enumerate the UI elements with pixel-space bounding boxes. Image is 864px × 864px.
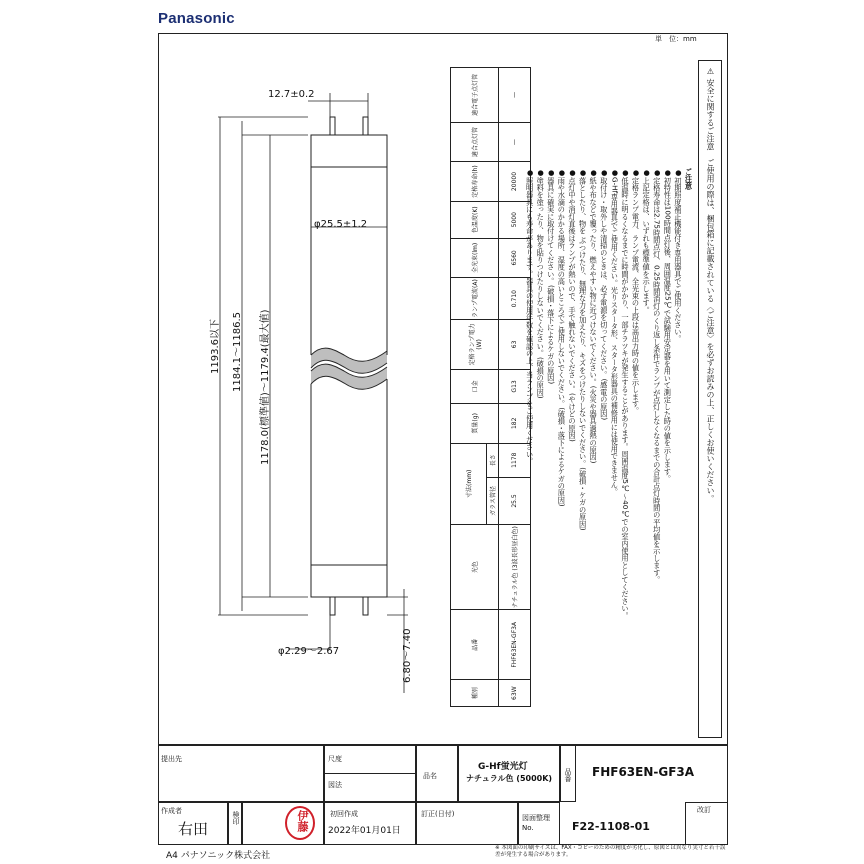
- drawing-no-label: 図面整理No.: [522, 814, 550, 832]
- safety-box: ⚠ 安全に関するご注意 ご使用の際は、梱包箱に記載されている〈ご注意〉を必ずお読みの上、正しくお使いください。: [698, 60, 722, 738]
- lamp-drawing: [158, 33, 458, 745]
- author-name: 右田: [178, 820, 209, 838]
- upper-tube: [311, 167, 387, 355]
- footer-company: A4 パナソニック株式会社: [166, 851, 271, 861]
- scale-label: 尺度: [328, 755, 342, 763]
- drawing-number: F22-1108-01: [572, 820, 650, 833]
- notes-block: ご注意 ●初期照度補正機能付き専用器具でご使用ください。 ●初特性は100時間点灯後、周囲温度25℃で試験用安定器を用いて測定した時の値を示します。 ●定格寿命は2.75時間点灯、0.25時間消灯のくり返し条件でランプが点灯しなくなるまでの合計点灯時間の平均値を示します。 ●上記定格は、いずれも標準値を示します。 ●定格ランプ電力、ランプ電流、全光束の上段は高出力時の値を示します。 ●低温時に明るくなるまでに時間がかかり、一部チラツキが発生することがあります。周囲温度5℃〜40℃での室内使用としてください。 ●G-Hf専用器具でご使用ください。光りスタータ形、スタータ形器具の補修用には使用できません。 ●取付け・取外しや清掃のときは、必ず電源を切ってください。(感電の原因) ●紙や布などで覆ったり、燃えやすい物に近づけないでください。(火災や器具過熱の原因) ●落としたり、物を ぶつけたり、無理な力を加えたり、キズをつけたりしないでください。(破損・ケガの原因) ●点灯中や消灯直後はランプが熱いので、手で触れないでください。(やけどの原因) ●雨や水滴のかかる場所、湿度の高いところでご使用しないでください。(破損・落下によるケガの原因) ●器具に確実に取付けてください。(破損・落下によるケガの原因) ●塗料を塗ったり、物を貼りつけたりしないでください。(破損の原因) ●照明器具にも寿命があります。器具の使用年数を確認の上、当ランプをご使用ください。: [525, 168, 694, 620]
- unit-label: 単 位：mm: [655, 35, 697, 43]
- seal-label: 検印: [232, 811, 240, 825]
- lower-tube: [311, 379, 387, 565]
- dim-tube-diameter: φ25.5±1.2: [314, 219, 368, 230]
- model-label: 品番: [564, 768, 572, 782]
- dim-overall-length: 1193.6以下: [210, 319, 221, 374]
- bottom-pin-right: [363, 597, 368, 615]
- first-created-date: 2022年01月01日: [328, 826, 401, 836]
- model-number: FHF63EN-GF3A: [592, 765, 695, 779]
- author-label: 作成者: [161, 807, 182, 815]
- product-name-label: 品名: [423, 772, 437, 780]
- revision-date-label: 訂正(日付): [421, 810, 455, 818]
- first-created-label: 初回作成: [330, 810, 358, 818]
- spec-table: 種別 品番 光色 寸法(mm) 質量(g) 口金 定格ランプ電力(W) ランプ電流(A) 全光束(lm) 色温度(K) 定格寿命(h) 適合点灯管 適合電子点灯管 ガラス管径 長さ 63W FHF63EN-GF3A ナチュラル色 (3波長形昼白色) 25.5 1178 182 G13 63 0.710 6560 5000 20000 — —: [450, 67, 531, 707]
- revision-mark-label: 改訂: [697, 806, 711, 814]
- warning-icon: ⚠: [706, 67, 715, 76]
- bottom-cap: [311, 565, 387, 597]
- top-pin-right: [363, 117, 368, 135]
- footer-note: ※ 本図面の印刷サイズは、FAX・コピーのための精度が劣化し、原図とは異なり実寸と若干誤差が発生する場合があります。: [495, 845, 726, 858]
- submit-label: 提出先: [161, 755, 182, 763]
- dim-pin-to-pin: 1184.1～1186.5: [232, 312, 243, 392]
- drawing-method-label: 図法: [328, 781, 342, 789]
- dim-tube-length: 1178.0(標準値)～1179.4(最大値): [260, 309, 271, 465]
- dim-pin-diameter: φ2.29～2.67: [278, 646, 340, 657]
- top-cap: [311, 135, 387, 167]
- brand-logo: Panasonic: [158, 10, 235, 27]
- bottom-pin-left: [330, 597, 335, 615]
- top-pin-left: [330, 117, 335, 135]
- approval-seal: 伊藤: [285, 806, 315, 840]
- product-name-line2: ナチュラル色 (5000K): [466, 774, 553, 783]
- product-name-line1: G-Hf蛍光灯: [478, 762, 528, 772]
- dim-pin-length: 6.80～7.40: [402, 628, 413, 683]
- dim-terminal-width: 12.7±0.2: [268, 89, 315, 100]
